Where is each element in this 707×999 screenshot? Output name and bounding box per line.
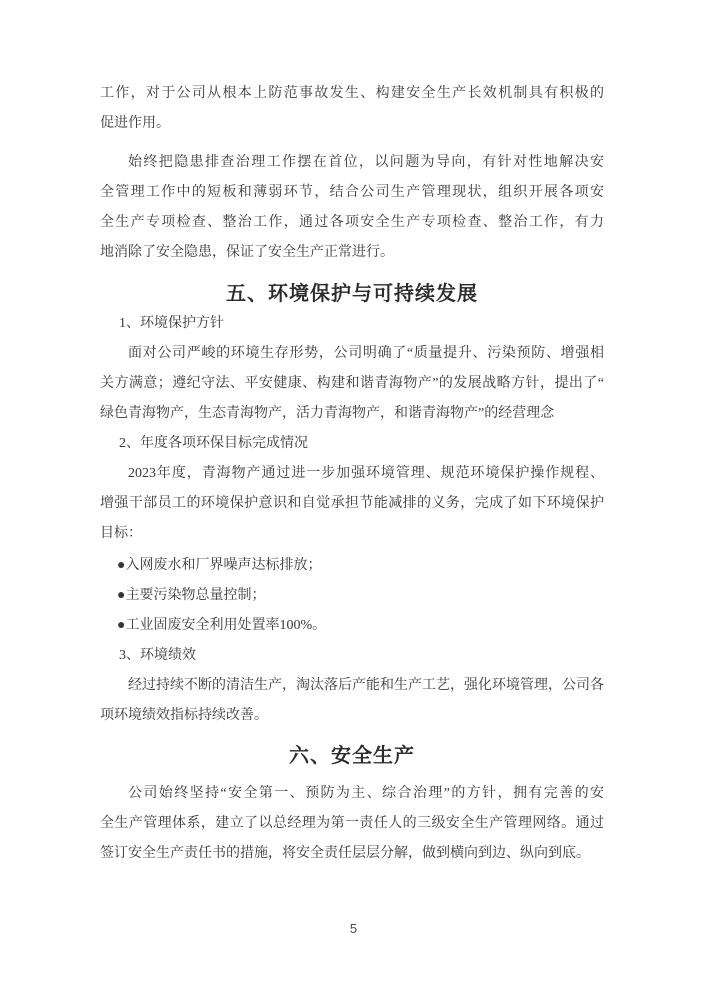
paragraph-line: 增强干部员工的环境保护意识和自觉承担节能减排的义务，完成了如下环境保护: [100, 496, 604, 511]
paragraph-line: 目标：: [100, 526, 142, 541]
paragraph-line: 2023年度，青海物产通过进一步加强环境管理、规范环境保护操作规程、: [128, 466, 604, 481]
section-heading-6: 六、安全生产: [289, 745, 415, 767]
paragraph-line: 公司始终坚持“安全第一、预防为主、综合治理”的方针，拥有完善的安: [128, 786, 604, 801]
paragraph-line: 地消除了安全隐患，保证了安全生产正常进行。: [100, 245, 394, 260]
paragraph: [100, 779, 604, 869]
paragraph-line: 促进作用。: [100, 116, 170, 131]
paragraph-line: 全生产管理体系，建立了以总经理为第一责任人的三级安全生产管理网络。通过: [100, 816, 604, 831]
bullet-item: ●主要污染物总量控制；: [117, 588, 266, 603]
list-item-1: 1、环境保护方针: [119, 316, 224, 331]
paragraph-continuation: [100, 79, 604, 139]
paragraph-line: 全生产专项检查、整治工作，通过各项安全生产专项检查、整治工作，有力: [100, 215, 604, 230]
paragraph: [100, 671, 604, 731]
paragraph-line: 签订安全生产责任书的措施，将安全责任层层分解，做到横向到边、纵向到底。: [100, 846, 590, 861]
paragraph-line: 项环境绩效指标持续改善。: [100, 708, 268, 723]
paragraph-line: 经过持续不断的清洁生产，淘汰落后产能和生产工艺，强化环境管理，公司各: [128, 678, 604, 693]
section-heading-5: 五、环境保护与可持续发展: [226, 283, 478, 305]
paragraph: [100, 148, 604, 268]
document-content: [100, 79, 604, 869]
paragraph-line: 工作，对于公司从根本上防范事故发生、构建安全生产长效机制具有积极的: [100, 86, 604, 101]
list-item-2: 2、年度各项环保目标完成情况: [119, 436, 308, 451]
bullet-item: ●工业固废安全利用处置率100%。: [117, 618, 327, 633]
bullet-list: [100, 551, 604, 641]
paragraph-line: 关方满意；遵纪守法、平安健康、构建和谐青海物产”的发展战略方针，提出了“: [100, 376, 604, 391]
paragraph: [100, 459, 604, 549]
paragraph-line: 面对公司严峻的环境生存形势，公司明确了“质量提升、污染预防、增强相: [128, 346, 604, 361]
paragraph: [100, 339, 604, 429]
paragraph-line: 全管理工作中的短板和薄弱环节，结合公司生产管理现状，组织开展各项安: [100, 185, 604, 200]
list-item-3: 3、环境绩效: [119, 648, 196, 663]
page-number: 5: [349, 921, 358, 936]
paragraph-line: 始终把隐患排查治理工作摆在首位，以问题为导向，有针对性地解决安: [128, 155, 604, 170]
paragraph-line: 绿色青海物产，生态青海物产，活力青海物产，和谐青海物产”的经营理念: [100, 406, 555, 421]
bullet-item: ●入网废水和厂界噪声达标排放；: [117, 558, 322, 573]
